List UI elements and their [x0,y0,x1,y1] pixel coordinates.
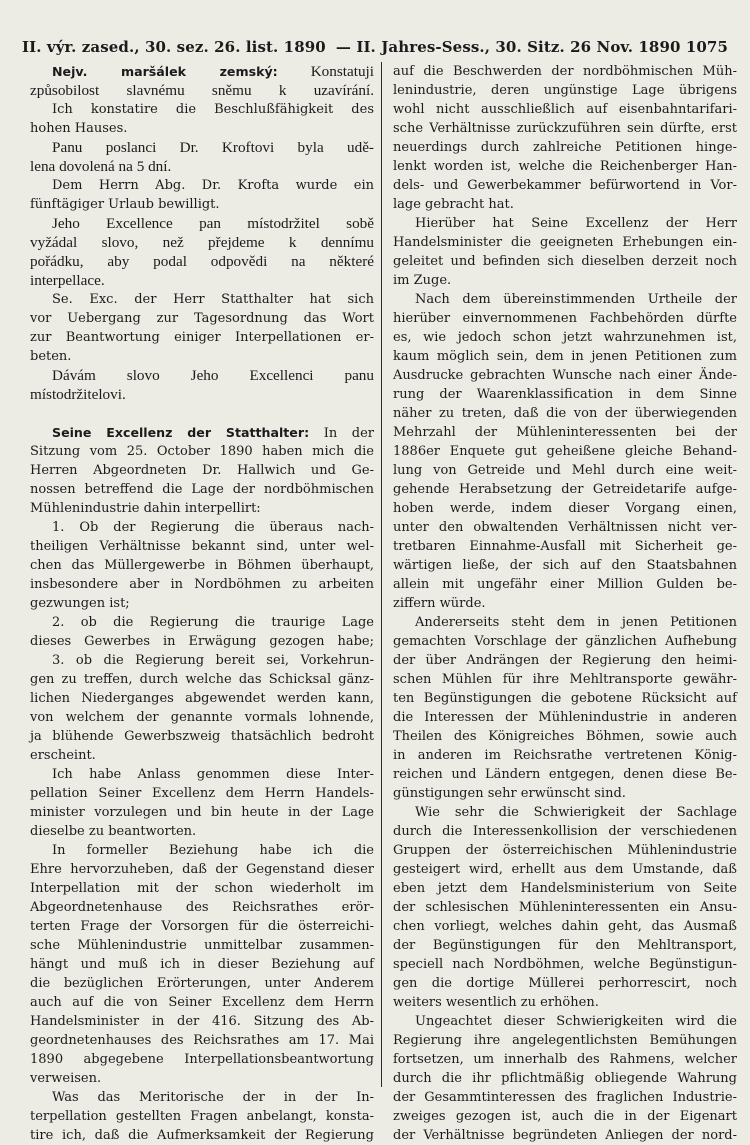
right-column [393,62,737,1143]
line-text: wohl nicht ausschließlich auf eisenbahntarifari- [393,102,737,117]
line-text: speciell nach Nordböhmen, welche Begünstigun- [393,957,737,972]
text-line [30,423,374,442]
text-line [393,309,737,328]
line-text: der Gesammtinteressen des fraglichen Industrie- [393,1090,737,1105]
line-text: Dem Herrn Abg. Dr. Krofta wurde ein [52,178,374,193]
text-line [393,841,737,860]
line-text: der über Andrängen der Regierung den heimi- [393,653,737,668]
text-line [393,385,737,404]
text-line [393,233,737,252]
line-text: dieselbe zu beantworten. [30,824,197,839]
line-text: ten Begünstigungen die gebotene Rücksicht auf [393,691,737,706]
text-line [30,898,374,917]
line-text: 1. Ob der Regierung die überaus nach- [52,520,374,535]
text-line [30,480,374,499]
line-text: lenindustrie, deren ungünstige Lage übrigens [393,83,737,98]
line-text: wärtigen ließe, der sich auf den Staatsbahnen [393,558,737,573]
text-line [30,613,374,632]
line-text: lage gebracht hat. [393,197,514,212]
text-line [393,594,737,613]
text-line [393,936,737,955]
line-text: beten. [30,349,72,364]
text-line [393,727,737,746]
text-line [30,100,374,119]
text-line [393,423,737,442]
line-text: gen zu treffen, durch welche das Schicksal gänz- [30,672,374,687]
line-text: terten Frage der Vorsorgen für die österreichi- [30,919,374,934]
line-text: Handelsminister die geeigneten Erhebungen ein- [393,235,737,250]
line-text: Konstatuji [310,63,374,80]
text-line [30,746,374,765]
text-line [30,518,374,537]
text-line [393,632,737,651]
line-text: geordnetenhauses des Reichsrathes am 17. Mai [30,1033,374,1048]
line-text: hängt und muß ich in dieser Beziehung auf [30,957,374,972]
text-line [30,138,374,157]
line-text: zweiges gezogen ist, auch die in der Eigenart [393,1109,737,1124]
line-text: Hierüber hat Seine Excellenz der Herr [415,216,737,231]
line-text: terpellation gestellten Fragen anbelangt, konsta- [30,1109,374,1124]
text-line [30,727,374,746]
line-text: Interpellation mit der schon wiederholt im [30,881,374,896]
text-line [393,271,737,290]
text-line [30,860,374,879]
text-line [393,860,737,879]
line-text: die Interessen der Mühlenindustrie in anderen [393,710,737,725]
text-line [393,955,737,974]
line-text: gehende Herabsetzung der Getreidetarife aufge- [393,482,737,497]
text-line [30,974,374,993]
line-text: lung von Getreide und Mehl durch eine weit- [393,463,737,478]
line-text: Regierung ihre angelegentlichsten Bemühungen [393,1033,737,1048]
text-line [393,1069,737,1088]
line-text: In der [323,426,374,441]
text-line [30,955,374,974]
line-text: interpellace. [30,272,105,289]
text-line [30,1069,374,1088]
text-line [393,1031,737,1050]
line-text: günstigungen sehr erwünscht sind. [393,786,626,801]
text-line [30,62,374,81]
text-line [393,499,737,518]
text-line [393,404,737,423]
text-line [30,708,374,727]
paragraph-gap [30,404,374,423]
text-line [30,936,374,955]
text-line [30,784,374,803]
line-text: gesteigert wird, erhellt aus dem Umstande, daß [393,862,737,877]
text-line [393,252,737,271]
text-line [30,803,374,822]
header-left: II. výr. zased., 30. sez. 26. list. 1890 [22,38,326,56]
line-text: fünftägiger Urlaub bewilligt. [30,197,220,212]
line-text: Herren Abgeordneten Dr. Hallwich und Ge- [30,463,374,478]
line-text: hierüber einvernommenen Fachbehörden dürfte [393,311,737,326]
line-text: tretbaren Einnahme-Ausfall mit Sicherheit ge- [393,539,737,554]
speaker-name: Seine Excellenz der Statthalter: [52,425,310,440]
line-text: pořádku, aby podal odpovědi na některé [30,253,374,270]
line-text: pellation Seiner Excellenz dem Herrn Handels- [30,786,374,801]
text-line [30,290,374,309]
line-text: hoben werde, indem dieser Vorgang einen, [393,501,737,516]
line-text: eben jetzt dem Handelsministerium von Seite [393,881,737,896]
line-text: Andererseits steht dem in jenen Petitionen [415,615,737,630]
text-line [30,993,374,1012]
left-column [30,62,374,1143]
text-line [30,499,374,518]
line-text: minister vorzulegen und bin heute in der Lage [30,805,374,820]
line-text: erscheint. [30,748,96,763]
text-line [393,138,737,157]
line-text: Gruppen der österreichischen Mühlenindustrie [393,843,737,858]
line-text: Jeho Excellence pan místodržitel sobě [52,215,374,232]
text-line [393,119,737,138]
text-line [393,1050,737,1069]
line-text: Abgeordnetenhause des Reichsrathes erör- [30,900,374,915]
line-text: ja blühende Gewerbszweig thatsächlich bedroht [30,729,374,744]
line-text: in anderen im Reichsrathe vertretenen König- [393,748,737,763]
line-text: allein mit ungefähr einer Million Gulden be- [393,577,737,592]
line-text: Theilen des Königreiches Böhmen, sowie auch [393,729,737,744]
line-text: von welchem der genannte vormals lohnende, [30,710,374,725]
line-text: Dávám slovo Jeho Excellenci panu [52,367,374,384]
header-right: — II. Jahres-Sess., 30. Sitz. 26 Nov. 1890 1075 [335,38,728,56]
line-text: ziffern würde. [393,596,486,611]
column-divider [381,62,382,1087]
line-text: lena dovolená na 5 dní. [30,158,172,175]
text-line [30,1088,374,1107]
line-text: Ehre hervorzuheben, daß der Gegenstand dieser [30,862,374,877]
line-text: die bezüglichen Erörterungen, unter Anderem [30,976,374,991]
line-text: gen die dortige Müllerei perhorrescirt, noch [393,976,737,991]
text-line [393,537,737,556]
text-line [30,822,374,841]
text-line [393,347,737,366]
text-line [30,271,374,290]
line-text: způsobilost slavnému sněmu k uzavírání. [30,82,374,99]
line-text: vor Uebergang zur Tagesordnung das Wort [30,311,374,326]
text-line [30,537,374,556]
line-text: weiters wesentlich zu erhöhen. [393,995,599,1010]
text-line [30,879,374,898]
text-line [30,366,374,385]
line-text: näher zu treten, daß die von der überwiegenden [393,406,737,421]
line-text: chen vorliegt, welches dahin geht, das Ausmaß [393,919,737,934]
text-line [30,214,374,233]
text-line [30,119,374,138]
text-line [393,195,737,214]
line-text: der Begünstigungen für den Mehltransport, [393,938,737,953]
text-line [393,157,737,176]
text-line [30,442,374,461]
line-text: reichen und Ländern entgegen, denen diese Be- [393,767,737,782]
text-line [393,81,737,100]
line-text: Panu poslanci Dr. Kroftovi byla udě- [52,139,374,156]
text-line [30,651,374,670]
text-line [393,898,737,917]
text-line [393,290,737,309]
text-line [30,309,374,328]
line-text: Ich habe Anlass genommen diese Inter- [52,767,374,782]
line-text: chen das Müllergewerbe in Böhmen überhaupt, [30,558,374,573]
text-line [30,385,374,404]
line-text: vyžádal slovo, než přejdeme k dennímu [30,234,374,251]
text-line [30,328,374,347]
text-line [30,347,374,366]
line-text: hohen Hauses. [30,121,128,136]
text-line [393,100,737,119]
text-line [393,328,737,347]
line-text: Was das Meritorische der in der In- [52,1090,374,1105]
text-line [393,518,737,537]
line-text: kaum möglich sein, dem in jenen Petitionen zum [393,349,737,364]
line-text: Mühlenindustrie dahin interpellirt: [30,501,261,516]
text-line [30,195,374,214]
text-line [393,670,737,689]
speaker-name: Nejv. maršálek zemský: [52,64,278,79]
text-line [393,803,737,822]
text-line [30,670,374,689]
text-line [393,1088,737,1107]
text-line [30,81,374,100]
line-text: der Verhältnisse begründeten Anliegen der nord- [393,1128,737,1143]
line-text: neuerdings durch zahlreiche Petitionen hinge- [393,140,737,155]
line-text: Ungeachtet dieser Schwierigkeiten wird die [415,1014,737,1029]
line-text: 1886er Enquete gut geheißene gleiche Behand- [393,444,737,459]
line-text: geleitet und befinden sich dieselben derzeit noch [393,254,737,269]
text-line [30,157,374,176]
line-text: gemachten Vorschlage der gänzlichen Aufhebung [393,634,737,649]
text-line [30,1050,374,1069]
text-line [30,1107,374,1126]
line-text: zur Beantwortung einiger Interpellationen er- [30,330,374,345]
text-line [30,1126,374,1145]
line-text: durch die Interessenkollision der verschiedenen [393,824,737,839]
line-text: unter den obwaltenden Verhältnissen nicht ver- [393,520,737,535]
text-line [30,917,374,936]
text-line [393,556,737,575]
text-line [393,442,737,461]
line-text: Ich konstatire die Beschlußfähigkeit des [52,102,374,117]
text-line [393,746,737,765]
text-line [393,822,737,841]
line-text: durch die ihr pflichtmäßig obliegende Wahrung [393,1071,737,1086]
text-line [393,214,737,233]
line-text: 1890 abgegebene Interpellationsbeantwortung [30,1052,374,1067]
text-line [393,974,737,993]
text-line [30,176,374,195]
line-text: lenkt worden ist, welche die Reichenberger Han- [393,159,737,174]
text-line [30,594,374,613]
text-line [393,461,737,480]
line-text: Mehrzahl der Mühleninteressenten bei der [393,425,737,440]
text-line [393,1012,737,1031]
line-text: In formeller Beziehung habe ich die [52,843,374,858]
line-text: fortsetzen, um innerhalb des Rahmens, welcher [393,1052,737,1067]
line-text: Se. Exc. der Herr Statthalter hat sich [52,292,374,307]
text-line [30,556,374,575]
text-line [393,62,737,81]
line-text: Sitzung vom 25. October 1890 haben mich die [30,444,374,459]
line-text: 3. ob die Regierung bereit sei, Vorkehrun- [52,653,374,668]
line-text: es, wie jedoch schon jetzt wahrzunehmen ist, [393,330,737,345]
text-line [393,879,737,898]
line-text: dieses Gewerbes in Erwägung gezogen habe; [30,634,374,649]
line-text: verweisen. [30,1071,102,1086]
text-line [393,176,737,195]
text-line [30,841,374,860]
text-line [393,1107,737,1126]
text-line [30,461,374,480]
line-text: Ausdrucke gebrachten Wunsche nach einer Ände- [393,368,737,383]
line-text: tire ich, daß die Aufmerksamkeit der Regierung [30,1128,374,1143]
text-line [393,480,737,499]
text-line [393,1126,737,1145]
line-text: místodržitelovi. [30,386,126,403]
running-header [22,38,728,60]
text-line [30,689,374,708]
line-text: nossen betreffend die Lage der nordböhmischen [30,482,374,497]
text-line [393,784,737,803]
line-text: dels- und Gewerbekammer befürwortend in Vor- [393,178,737,193]
text-line [30,765,374,784]
text-line [393,708,737,727]
text-line [30,632,374,651]
line-text: lichen Niederganges abgewendet werden kann, [30,691,374,706]
text-line [30,233,374,252]
line-text: Handelsminister in der 416. Sitzung des Ab- [30,1014,374,1029]
line-text: theiligen Verhältnisse bekannt sind, unter wel- [30,539,374,554]
line-text: sche Mühlenindustrie unmittelbar zusammen- [30,938,374,953]
line-text: gezwungen ist; [30,596,130,611]
text-line [30,252,374,271]
text-line [393,689,737,708]
line-text: 2. ob die Regierung die traurige Lage [52,615,374,630]
line-text: der schlesischen Mühleninteressenten ein Ansu- [393,900,737,915]
text-line [393,765,737,784]
text-line [30,575,374,594]
text-line [393,366,737,385]
line-text: Wie sehr die Schwierigkeit der Sachlage [415,805,737,820]
line-text: sche Verhältnisse zurückzuführen sein dürfte, erst [393,121,737,136]
text-line [393,613,737,632]
line-text: Nach dem übereinstimmenden Urtheile der [415,292,737,307]
text-line [30,1012,374,1031]
text-line [393,993,737,1012]
text-line [393,575,737,594]
text-line [393,651,737,670]
line-text: im Zuge. [393,273,452,288]
text-line [393,917,737,936]
line-text: auf die Beschwerden der nordböhmischen Müh- [393,64,737,79]
line-text: schen Mühlen für ihre Mehltransporte gewähr- [393,672,737,687]
line-text: insbesondere aber in Nordböhmen zu arbeiten [30,577,374,592]
text-line [30,1031,374,1050]
line-text: auch auf die von Seiner Excellenz dem Herrn [30,995,374,1010]
line-text: rung der Waarenklassification in dem Sinne [393,387,737,402]
